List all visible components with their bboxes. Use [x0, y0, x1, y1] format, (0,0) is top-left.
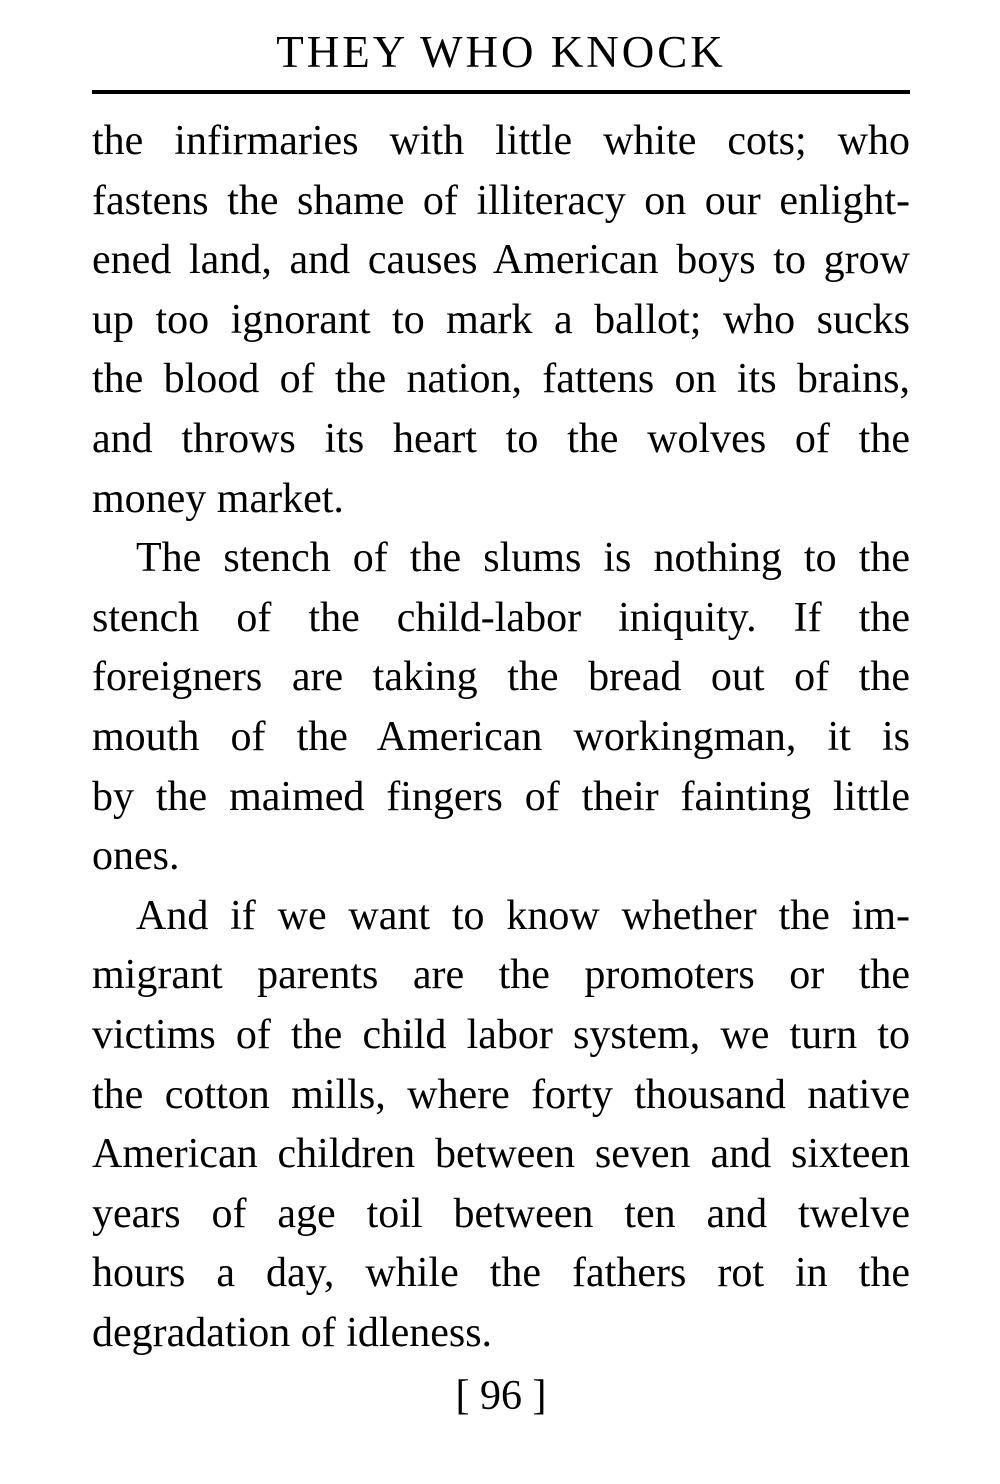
text-line: and throws its heart to the wolves of the	[92, 415, 910, 462]
text-line: up too ignorant to mark a ballot; who sucks	[92, 296, 910, 343]
text-line: mouth of the American workingman, it is	[92, 713, 910, 760]
text-line: years of age toil between ten and twelve	[92, 1190, 910, 1237]
paragraph-3	[92, 887, 910, 1364]
text-line: ones.	[92, 833, 180, 880]
text-line: migrant parents are the promoters or the	[92, 952, 910, 999]
text-line: ened land, and causes American boys to grow	[92, 237, 910, 284]
text-line: the infirmaries with little white cots; who	[92, 118, 910, 164]
paragraph-1	[92, 112, 910, 529]
text-line: the blood of the nation, fattens on its brains,	[92, 356, 910, 403]
paragraph-2	[92, 529, 910, 887]
header-rule	[92, 90, 910, 94]
text-line: victims of the child labor system, we turn to	[92, 1011, 910, 1058]
text-line: fastens the shame of illiteracy on our enlight-	[92, 177, 910, 224]
page-number: [ 96 ]	[455, 1373, 547, 1419]
running-head: THEY WHO KNOCK	[276, 27, 726, 77]
text-line: American children between seven and sixteen	[92, 1131, 910, 1178]
text-line: foreigners are taking the bread out of the	[92, 654, 910, 701]
text-line: degradation of idleness.	[92, 1309, 493, 1356]
text-line: the cotton mills, where forty thousand native	[92, 1071, 910, 1118]
text-line: hours a day, while the fathers rot in the	[92, 1250, 910, 1297]
text-line: money market.	[92, 475, 344, 522]
body-text	[92, 112, 910, 1363]
text-line: And if we want to know whether the im-	[136, 892, 910, 939]
text-line: by the maimed fingers of their fainting little	[92, 773, 910, 820]
text-line: stench of the child-labor iniquity. If the	[92, 594, 910, 641]
text-line: The stench of the slums is nothing to the	[136, 535, 910, 582]
